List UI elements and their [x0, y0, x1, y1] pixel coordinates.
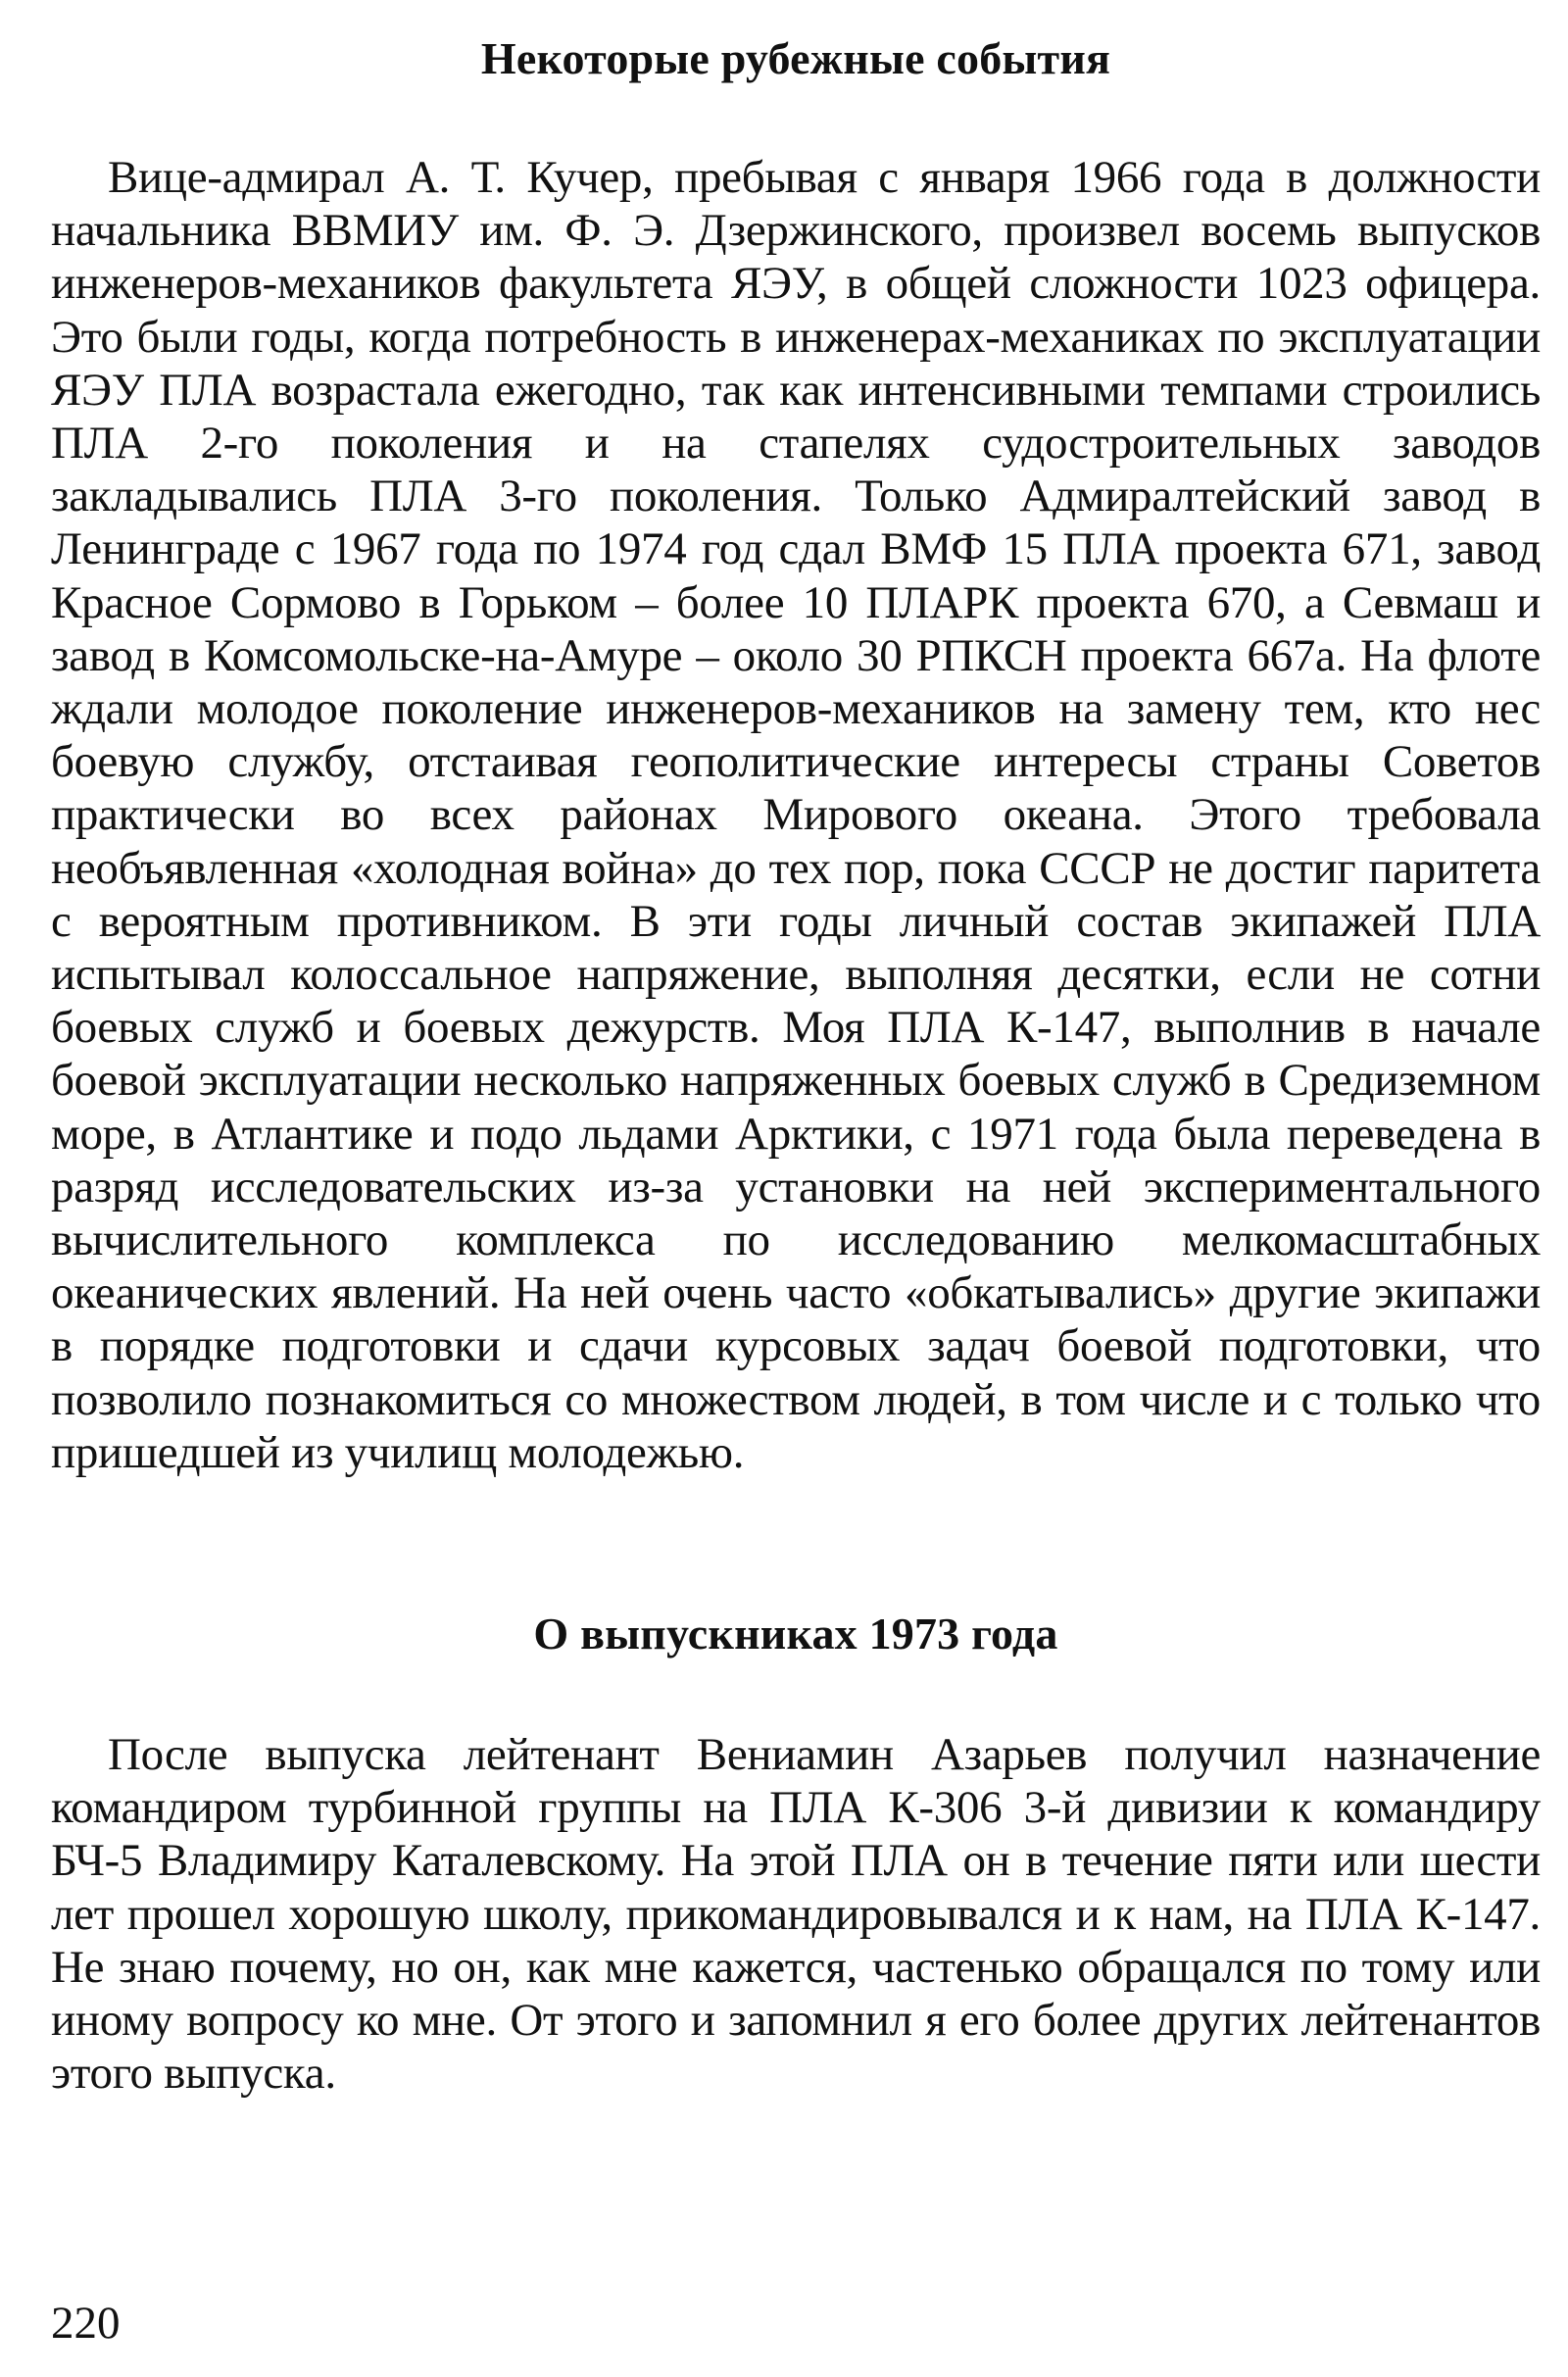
section-title: О выпускниках 1973 года — [533, 1609, 1058, 1659]
section-title: Некоторые рубежные события — [480, 33, 1111, 83]
section-paragraph: После выпуска лейтенант Вениамин Азарьев получил назначение командиром турбинной группы на ПЛА К-306 3-й дивизии к командиру БЧ-5 Владимиру Каталевскому. На этой ПЛА он в течение пяти или шести лет прошел хорошую школу, прикомандировывался и к нам, на ПЛА К-147. Не знаю почему, но он, как мне кажется, частенько обращался по тому или иному вопросу ко мне. От этого и запомнил я его более других лейтенантов этого выпуска. — [51, 1729, 1541, 2100]
book-page — [51, 29, 1541, 2101]
section-paragraph: Вице-адмирал А. Т. Кучер, пребывая с января 1966 года в должности начальника ВВМИУ им. Ф. Э. Дзержинского, произвел восемь выпусков инженеров-механиков факультета ЯЭУ, в общей сложности 1023 офицера. Это были годы, когда потребность в инженерах-механиках по эксплуатации ЯЭУ ПЛА возрастала ежегодно, так как интенсивными темпами строились ПЛА 2-го поколения и на стапелях судостроительных заводов закладывались ПЛА 3-го поколения. Только Адмиралтейский завод в Ленинграде с 1967 года по 1974 год сдал ВМФ 15 ПЛА проекта 671, завод Красное Сормово в Горьком – более 10 ПЛАРК проекта 670, а Севмаш и завод в Комсомольске-на-Амуре – около 30 РПКСН проекта 667а. На флоте ждали молодое поколение инженеров-механиков на замену тем, кто нес боевую службу, отстаивая геополитические интересы страны Советов практически во всех районах Мирового океана. Этого требовала необъявленная «холодная война» до тех пор, пока СССР не достиг паритета с вероятным противником. В эти годы личный состав экипажей ПЛА испытывал колоссальное напряжение, выполняя десятки, если не сотни боевых служб и боевых дежурств. Моя ПЛА К-147, выполнив в начале боевой эксплуатации несколько напряженных боевых служб в Средиземном море, в Атлантике и подо льдами Арктики, с 1971 года была переведена в разряд исследовательских из-за установки на ней экспериментального вычислительного комплекса по исследованию мелкомасштабных океанических явлений. На ней очень часто «обкатывались» другие экипажи в порядке подготовки и сдачи курсовых задач боевой подготовки, что позволило познакомиться со множеством людей, в том числе и с только что пришедшей из училищ молодежью. — [51, 152, 1541, 1478]
page-number: 220 — [51, 2298, 121, 2349]
